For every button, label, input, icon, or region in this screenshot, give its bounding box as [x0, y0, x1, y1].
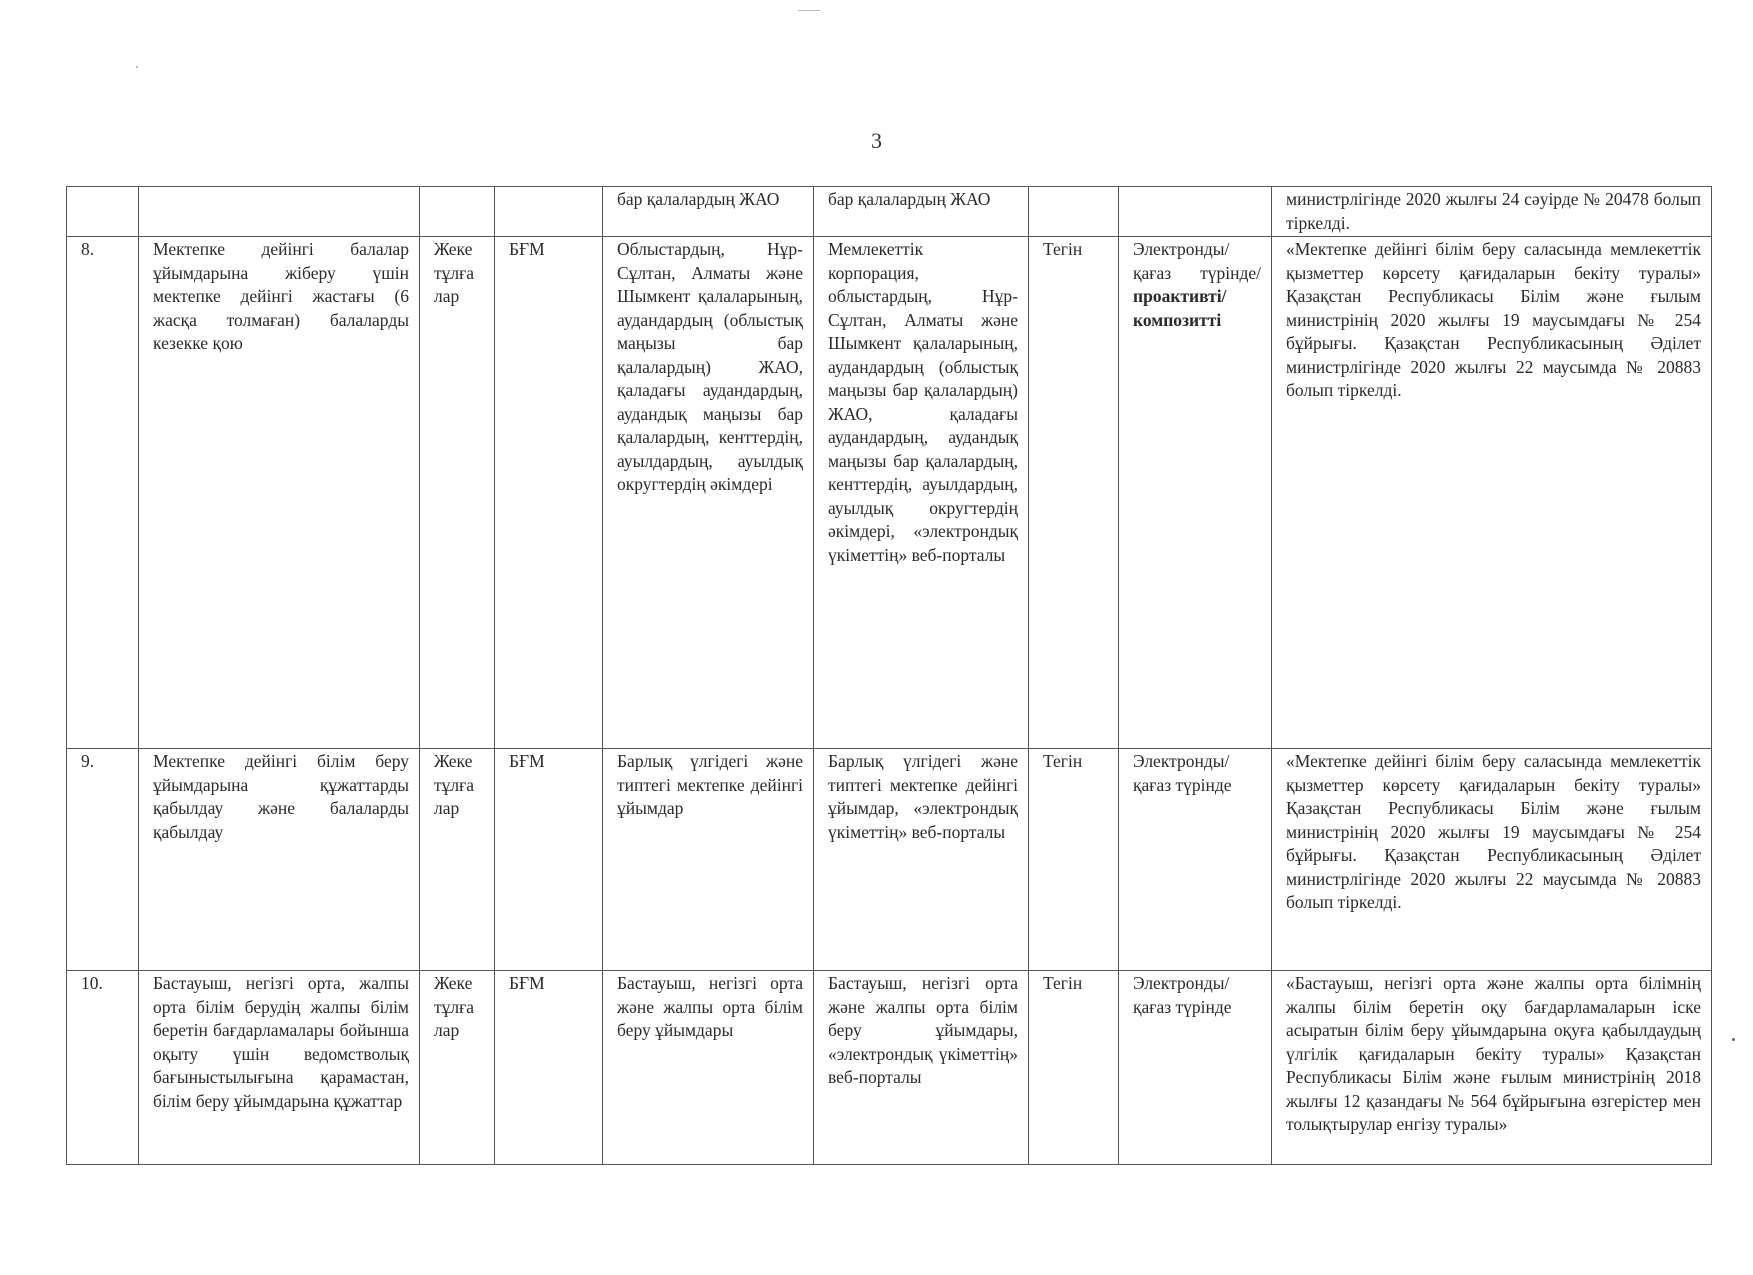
row-number: 9.	[67, 749, 139, 971]
service-form: Электронды/ қағаз түрінде	[1119, 971, 1272, 1165]
service-name: Мектепке дейінгі балалар ұйымдарына жіберу үшін мектепке дейінгі жастағы (6 жасқа толмаған) балаларды кезекке қою	[139, 237, 420, 749]
service-provider: бар қалалардың ЖАО	[603, 187, 814, 237]
page-number: 3	[871, 128, 882, 153]
legal-basis: «Мектепке дейінгі білім беру саласында мемлекеттік қызметтер көрсету қағидаларын бекіту туралы» Қазақстан Республикасы Білім және ғылым министрінің 2020 жылғы 19 маусымдағы № 254 бұйрығы. Қазақстан Республикасының Әділет министрлігінде 2020 жылғы 22 маусымда № 20883 болып тіркелді.	[1272, 237, 1712, 749]
cost: Тегін	[1029, 749, 1119, 971]
ministry: БҒМ	[495, 971, 603, 1165]
table-row	[67, 971, 1712, 1165]
scan-speck	[136, 66, 138, 68]
service-provider: Облыстардың, Нұр-Сұлтан, Алматы және Шымкент қалаларының, аудандардың (облыстық маңызы бар қалалардың) ЖАО, қаладағы аудандардың, аудандық маңызы бар қалалардың, кенттердің, ауылдардың, ауылдық округтердің әкімдері	[603, 237, 814, 749]
service-name: Мектепке дейінгі білім беру ұйымдарына құжаттарды қабылдау және балаларды қабылдау	[139, 749, 420, 971]
row-number: 10.	[67, 971, 139, 1165]
ministry: БҒМ	[495, 237, 603, 749]
service-form: Электронды/ қағаз түрінде	[1119, 749, 1272, 971]
service-name: Бастауыш, негізгі орта, жалпы орта білім берудің жалпы білім беретін бағдарламалары бойынша оқыту үшін ведомстволық бағыныстылығына қарамастан, білім беру ұйымдарына құжаттар	[139, 971, 420, 1165]
cost: Тегін	[1029, 237, 1119, 749]
application-acceptor: бар қалалардың ЖАО	[814, 187, 1029, 237]
application-acceptor: Бастауыш, негізгі орта және жалпы орта білім беру ұйымдары, «электрондық үкіметтің» веб-порталы	[814, 971, 1029, 1165]
table-row	[67, 187, 1712, 237]
application-acceptor: Мемлекеттік корпорация, облыстардың, Нұр-Сұлтан, Алматы және Шымкент қалаларының, аудандардың (облыстық маңызы бар қалалардың) ЖАО, қаладағы аудандардың, аудандық маңызы бар қалалардың, кенттердің, ауылдардың, ауылдық округтердің әкімдері, «электрондық үкіметтің» веб-порталы	[814, 237, 1029, 749]
service-provider: Бастауыш, негізгі орта және жалпы орта білім беру ұйымдары	[603, 971, 814, 1165]
table-row	[67, 237, 1712, 749]
recipient	[420, 187, 495, 237]
service-provider: Барлық үлгідегі және типтегі мектепке дейінгі ұйымдар	[603, 749, 814, 971]
legal-basis: «Мектепке дейінгі білім беру саласында мемлекеттік қызметтер көрсету қағидаларын бекіту туралы» Қазақстан Республикасы Білім және ғылым министрінің 2020 жылғы 19 маусымдағы № 254 бұйрығы. Қазақстан Республикасының Әділет министрлігінде 2020 жылғы 22 маусымда № 20883 болып тіркелді.	[1272, 749, 1712, 971]
legal-basis: министрлігінде 2020 жылғы 24 сәуірде № 20478 болып тіркелді.	[1272, 187, 1712, 237]
recipient: Жеке тұлға лар	[420, 237, 495, 749]
row-number: 8.	[67, 237, 139, 749]
cost: Тегін	[1029, 971, 1119, 1165]
service-form	[1119, 237, 1272, 749]
ministry: БҒМ	[495, 749, 603, 971]
recipient: Жеке тұлға лар	[420, 971, 495, 1165]
table-row	[67, 749, 1712, 971]
legal-basis: «Бастауыш, негізгі орта және жалпы орта білімнің жалпы білім беретін оқу бағдарламаларын іске асыратын білім беру ұйымдарына оқуға қабылдаудың үлгілік қағидаларын бекіту туралы» Қазақстан Республикасы Білім және ғылым министрінің 2018 жылғы 12 қазандағы № 564 бұйрығына өзгерістер мен толықтырулар енгізу туралы»	[1272, 971, 1712, 1165]
cost	[1029, 187, 1119, 237]
service-form-bold: проактивті/композитті	[1133, 286, 1227, 330]
scan-speck	[1732, 1038, 1735, 1041]
service-form-normal: Электронды/ қағаз түрінде/	[1133, 239, 1261, 283]
recipient: Жеке тұлға лар	[420, 749, 495, 971]
scan-mark	[798, 10, 820, 11]
ministry	[495, 187, 603, 237]
service-form	[1119, 187, 1272, 237]
row-number	[67, 187, 139, 237]
services-table	[66, 186, 1712, 1165]
service-name	[139, 187, 420, 237]
application-acceptor: Барлық үлгідегі және типтегі мектепке дейінгі ұйымдар, «электрондық үкіметтің» веб-порталы	[814, 749, 1029, 971]
